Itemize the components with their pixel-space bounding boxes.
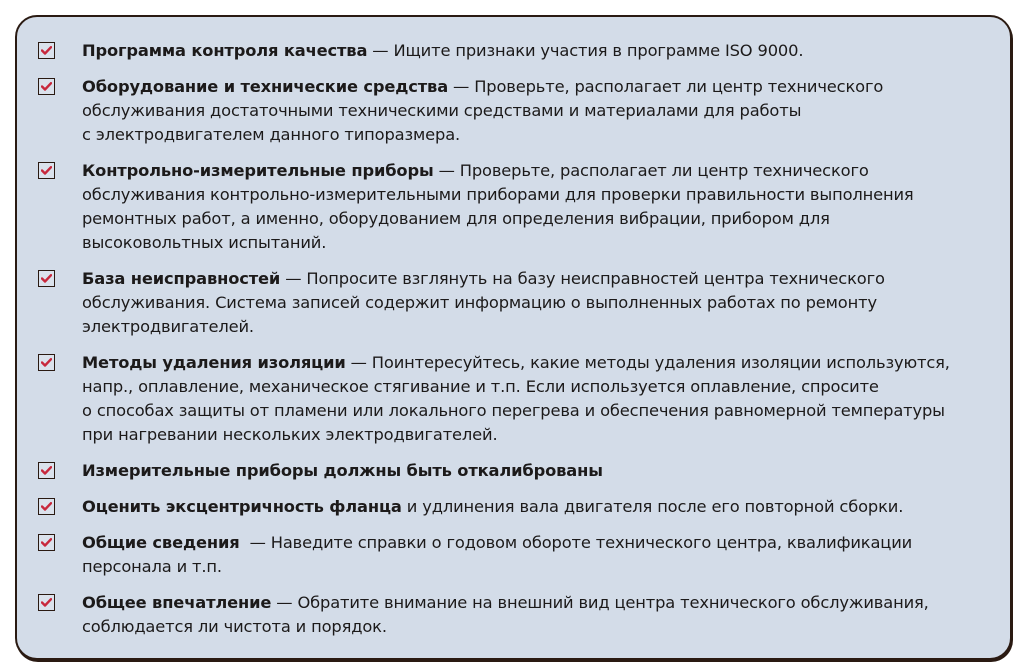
item-title: Общие сведения	[82, 533, 240, 552]
item-text	[82, 161, 914, 252]
item-text	[82, 41, 803, 60]
item-description-line: с электродвигателем данного типоразмера.	[82, 125, 461, 144]
item-description: — Наведите справки о годовом обороте технического центра, квалификации	[239, 533, 913, 552]
item-text	[82, 593, 929, 636]
checkmark-icon	[41, 598, 52, 607]
item-description-line: соблюдается ли чистота и порядок.	[82, 617, 387, 636]
checkbox[interactable]	[38, 462, 55, 479]
checkmark-icon	[41, 466, 52, 475]
item-title: Оборудование и технические средства	[82, 77, 449, 96]
item-title: Программа контроля качества	[82, 41, 368, 60]
item-title: Контрольно-измерительные приборы	[82, 161, 434, 180]
item-title: Оценить эксцентричность фланца	[82, 497, 402, 516]
item-description: — Обратите внимание на внешний вид центра технического обслуживания,	[271, 593, 929, 612]
item-description: — Ищите признаки участия в программе ISO 9000.	[367, 41, 804, 60]
checklist-panel	[15, 15, 1012, 660]
item-description-line: ремонтных работ, а именно, оборудованием для определения вибрации, прибором для	[82, 209, 830, 228]
checklist-item-4	[17, 267, 1010, 339]
checklist-item-5	[17, 351, 1010, 447]
checkbox[interactable]	[38, 42, 55, 59]
checkbox[interactable]	[38, 354, 55, 371]
checklist-item-9	[17, 591, 1010, 639]
item-title: Измерительные приборы должны быть откалиброваны	[82, 461, 603, 480]
item-text	[82, 533, 912, 576]
item-text	[82, 461, 603, 480]
checklist	[17, 39, 1010, 639]
item-description-line: при нагревании нескольких электродвигателей.	[82, 425, 498, 444]
item-description-line: напр., оплавление, механическое стягивание и т.п. Если используется оплавление, спросите	[82, 377, 879, 396]
item-text	[82, 269, 885, 336]
item-description-line: персонала и т.п.	[82, 557, 222, 576]
checkmark-icon	[41, 274, 52, 283]
item-text	[82, 353, 950, 444]
checkmark-icon	[41, 538, 52, 547]
checklist-item-6	[17, 459, 1010, 483]
checkbox[interactable]	[38, 162, 55, 179]
item-text	[82, 497, 903, 516]
checkbox[interactable]	[38, 498, 55, 515]
item-description: — Попросите взглянуть на базу неисправностей центра технического	[280, 269, 885, 288]
item-title: Методы удаления изоляции	[82, 353, 346, 372]
checkmark-icon	[41, 166, 52, 175]
item-title: Общее впечатление	[82, 593, 272, 612]
item-description-line: электродвигателей.	[82, 317, 254, 336]
checklist-item-8	[17, 531, 1010, 579]
checkbox[interactable]	[38, 534, 55, 551]
item-description: — Проверьте, располагает ли центр технического	[448, 77, 884, 96]
item-description: — Проверьте, располагает ли центр технического	[433, 161, 869, 180]
item-title: База неисправностей	[82, 269, 281, 288]
checklist-item-2	[17, 75, 1010, 147]
item-description-line: о способах защиты от пламени или локального перегрева и обеспечения равномерной температуры	[82, 401, 945, 420]
checkbox[interactable]	[38, 270, 55, 287]
checkbox[interactable]	[38, 78, 55, 95]
item-description-line: обслуживания достаточными техническими средствами и материалами для работы	[82, 101, 802, 120]
checkmark-icon	[41, 358, 52, 367]
checkmark-icon	[41, 46, 52, 55]
item-description-line: высоковольтных испытаний.	[82, 233, 327, 252]
item-description: — Поинтересуйтесь, какие методы удаления изоляции используются,	[345, 353, 950, 372]
checklist-item-3	[17, 159, 1010, 255]
item-text	[82, 77, 883, 144]
item-description-line: обслуживания контрольно-измерительными приборами для проверки правильности выполнения	[82, 185, 914, 204]
item-description: и удлинения вала двигателя после его повторной сборки.	[401, 497, 904, 516]
checklist-item-7	[17, 495, 1010, 519]
checkmark-icon	[41, 502, 52, 511]
checklist-item-1	[17, 39, 1010, 63]
checkbox[interactable]	[38, 594, 55, 611]
checkmark-icon	[41, 82, 52, 91]
item-description-line: обслуживания. Система записей содержит информацию о выполненных работах по ремонту	[82, 293, 877, 312]
